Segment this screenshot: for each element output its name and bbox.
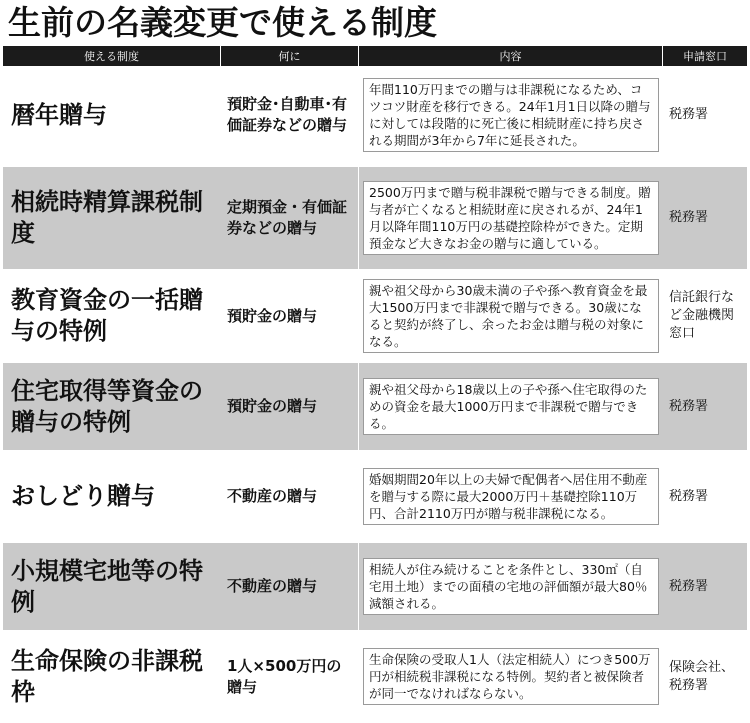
table-row bbox=[3, 633, 747, 723]
table-header-row bbox=[3, 46, 747, 66]
table-row bbox=[3, 66, 747, 167]
system-content: 生命保険の受取人1人（法定相続人）につき500万円が相続税非課税になる特例。契約者と被保険者が同一でなければならない。 bbox=[363, 648, 659, 705]
system-name: おしどり贈与 bbox=[3, 453, 221, 543]
system-target: 定期預金・有価証券などの贈与 bbox=[221, 167, 359, 272]
application-window: 税務署 bbox=[663, 453, 747, 543]
system-content: 親や祖父母から30歳未満の子や孫へ教育資金を最大1500万円まで非課税で贈与できる。30歳になると契約が終了し、余ったお金は贈与税の対象になる。 bbox=[363, 279, 659, 353]
header-content: 内容 bbox=[359, 46, 663, 66]
system-content-cell bbox=[359, 66, 663, 167]
application-window: 信託銀行など金融機関窓口 bbox=[663, 272, 747, 363]
table-row bbox=[3, 363, 747, 453]
system-name: 生命保険の非課税枠 bbox=[3, 633, 221, 723]
system-name: 住宅取得等資金の贈与の特例 bbox=[3, 363, 221, 453]
system-target: 預貯金の贈与 bbox=[221, 272, 359, 363]
table-row bbox=[3, 272, 747, 363]
application-window: 税務署 bbox=[663, 543, 747, 633]
application-window: 保険会社、税務署 bbox=[663, 633, 747, 723]
system-content-cell bbox=[359, 363, 663, 453]
system-target: 不動産の贈与 bbox=[221, 543, 359, 633]
application-window: 税務署 bbox=[663, 167, 747, 272]
table-row bbox=[3, 453, 747, 543]
system-target: 預貯金･自動車･有価証券などの贈与 bbox=[221, 66, 359, 167]
system-content: 2500万円まで贈与税非課税で贈与できる制度。贈与者が亡くなると相続財産に戻されるが、24年1月以降年間110万円の基礎控除枠ができた。定期預金など大きなお金の贈与に適している。 bbox=[363, 181, 659, 255]
system-content-cell bbox=[359, 167, 663, 272]
system-target: 不動産の贈与 bbox=[221, 453, 359, 543]
system-name: 相続時精算課税制度 bbox=[3, 167, 221, 272]
system-content: 婚姻期間20年以上の夫婦で配偶者へ居住用不動産を贈与する際に最大2000万円＋基礎控除110万円、合計2110万円が贈与税非課税になる。 bbox=[363, 468, 659, 525]
system-name: 教育資金の一括贈与の特例 bbox=[3, 272, 221, 363]
application-window: 税務署 bbox=[663, 363, 747, 453]
system-content-cell bbox=[359, 633, 663, 723]
system-content: 親や祖父母から18歳以上の子や孫へ住宅取得のための資金を最大1000万円まで非課税で贈与できる。 bbox=[363, 378, 659, 435]
application-window: 税務署 bbox=[663, 66, 747, 167]
system-content-cell bbox=[359, 543, 663, 633]
table-row bbox=[3, 167, 747, 272]
system-content: 年間110万円までの贈与は非課税になるため、コツコツ財産を移行できる。24年1月1日以降の贈与に対しては段階的に死亡後に相続財産に持ち戻される期間が3年から7年に延長された。 bbox=[363, 78, 659, 152]
header-system: 使える制度 bbox=[3, 46, 221, 66]
system-content-cell bbox=[359, 272, 663, 363]
system-target: 預貯金の贈与 bbox=[221, 363, 359, 453]
system-content-cell bbox=[359, 453, 663, 543]
system-name: 暦年贈与 bbox=[3, 66, 221, 167]
system-target: 1人×500万円の贈与 bbox=[221, 633, 359, 723]
page-title: 生前の名義変更で使える制度 bbox=[8, 3, 437, 42]
header-what: 何に bbox=[221, 46, 359, 66]
header-window: 申請窓口 bbox=[663, 46, 747, 66]
system-table bbox=[3, 46, 747, 723]
system-name: 小規模宅地等の特例 bbox=[3, 543, 221, 633]
table-row bbox=[3, 543, 747, 633]
system-content: 相続人が住み続けることを条件とし、330㎡（自宅用土地）までの面積の宅地の評価額が最大80％減額される。 bbox=[363, 558, 659, 615]
